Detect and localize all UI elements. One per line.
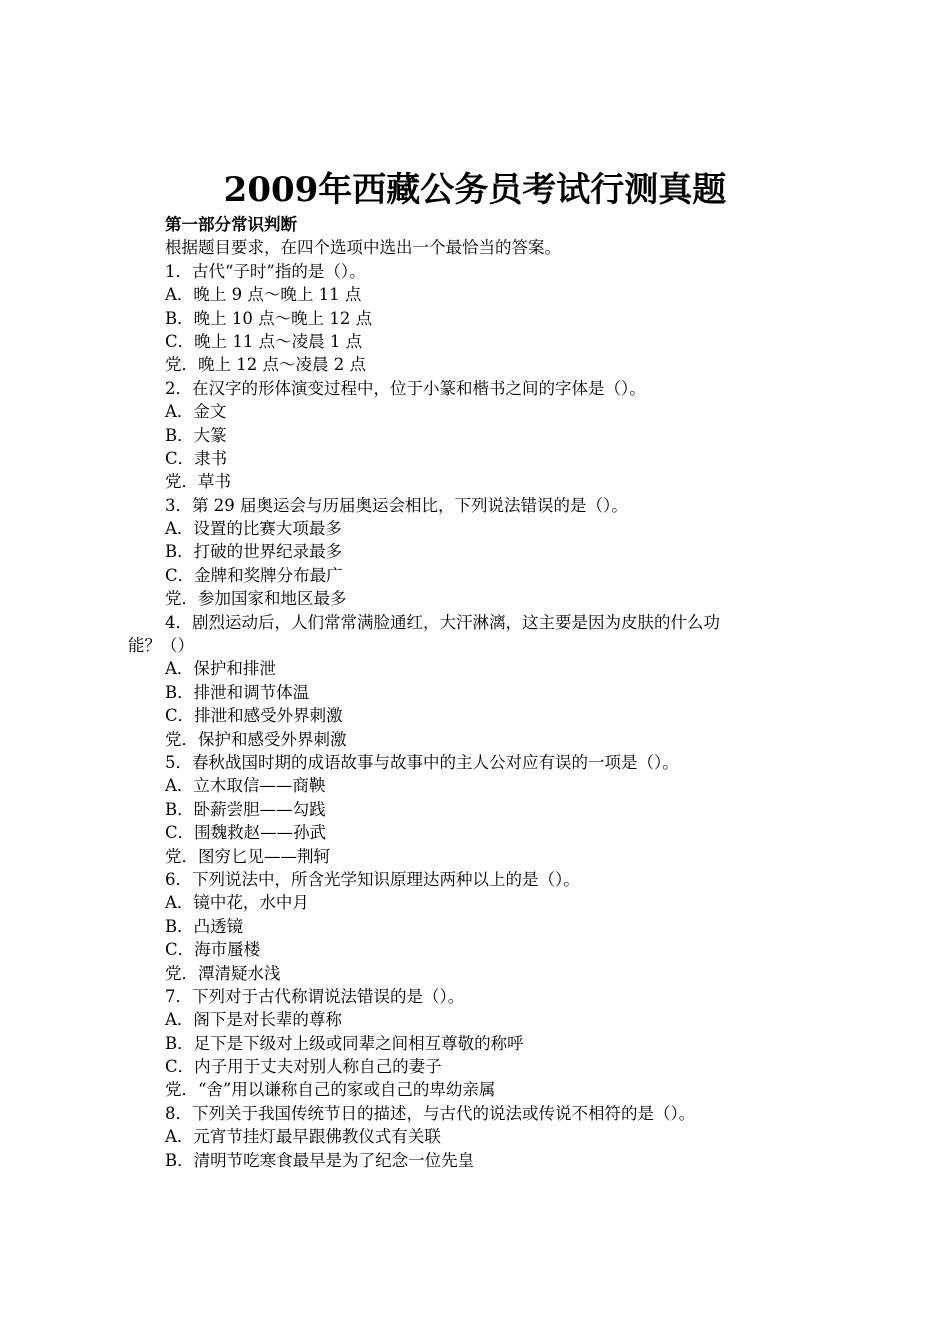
- answer-option: B．卧薪尝胆——勾践: [165, 799, 326, 819]
- answer-option: B．大篆: [165, 425, 227, 445]
- answer-option: C．海市蜃楼: [165, 940, 261, 960]
- answer-option: C．金牌和奖牌分布最广: [165, 565, 343, 585]
- answer-option: A．立木取信——商鞅: [165, 776, 326, 796]
- instruction-text: 根据题目要求，在四个选项中选出一个最恰当的答案。: [165, 238, 561, 258]
- answer-option: 党．草书: [165, 472, 231, 492]
- answer-option: A．阁下是对长辈的尊称: [165, 1010, 342, 1030]
- question-stem: 7．下列对于古代称谓说法错误的是（）。: [165, 986, 465, 1006]
- answer-option: C．隶书: [165, 448, 228, 468]
- answer-option: A．设置的比赛大项最多: [165, 519, 342, 539]
- answer-option: A．晚上 9 点～晚上 11 点: [165, 285, 362, 305]
- question-stem: 4．剧烈运动后，人们常常满脸通红，大汗淋漓，这主要是因为皮肤的什么功: [165, 612, 720, 632]
- answer-option: C．内子用于丈夫对别人称自己的妻子: [165, 1057, 442, 1077]
- question-stem: 6．下列说法中，所含光学知识原理达两种以上的是（）。: [165, 869, 580, 889]
- answer-option: A．保护和排泄: [165, 659, 276, 679]
- answer-option: C．围魏救赵——孙武: [165, 823, 327, 843]
- answer-option: A．元宵节挂灯最早跟佛教仪式有关联: [165, 1127, 441, 1147]
- answer-option: 党．保护和感受外界刺激: [165, 729, 347, 749]
- answer-option: 党．潭清疑水浅: [165, 963, 281, 983]
- answer-option: B．打破的世界纪录最多: [165, 542, 343, 562]
- document-title: 2009年西藏公务员考试行测真题: [223, 170, 727, 210]
- answer-option: B．排泄和调节体温: [165, 682, 310, 702]
- question-stem: 8．下列关于我国传统节日的描述，与古代的说法或传说不相符的是（）。: [165, 1103, 696, 1123]
- answer-option: 党．图穷匕见——荆轲: [165, 846, 330, 866]
- answer-option: A．镜中花，水中月: [165, 893, 309, 913]
- question-stem: 3．第 29 届奥运会与历届奥运会相比，下列说法错误的是（）。: [165, 495, 628, 515]
- answer-option: C．晚上 11 点～凌晨 1 点: [165, 331, 363, 351]
- answer-option: B．晚上 10 点～晚上 12 点: [165, 308, 373, 328]
- answer-option: B．足下是下级对上级或同辈之间相互尊敬的称呼: [165, 1033, 524, 1053]
- answer-option: 党．“舍”用以谦称自己的家或自己的卑幼亲属: [165, 1080, 496, 1100]
- question-stem: 1．古代“子时”指的是（）。: [165, 261, 366, 281]
- question-stem-continuation: 能？（）: [128, 636, 194, 656]
- section-heading: 第一部分常识判断: [165, 215, 297, 234]
- answer-option: 党．参加国家和地区最多: [165, 589, 347, 609]
- answer-option: B．凸透镜: [165, 916, 244, 936]
- document-body: [0, 213, 950, 1172]
- answer-option: C．排泄和感受外界刺激: [165, 706, 343, 726]
- answer-option: B．清明节吃寒食最早是为了纪念一位先皇: [165, 1150, 475, 1170]
- question-stem: 5．春秋战国时期的成语故事与故事中的主人公对应有误的一项是（）。: [165, 752, 679, 772]
- answer-option: A．金文: [165, 402, 227, 422]
- answer-option: 党．晚上 12 点～凌晨 2 点: [165, 355, 366, 375]
- question-stem: 2．在汉字的形体演变过程中，位于小篆和楷书之间的字体是（）。: [165, 378, 646, 398]
